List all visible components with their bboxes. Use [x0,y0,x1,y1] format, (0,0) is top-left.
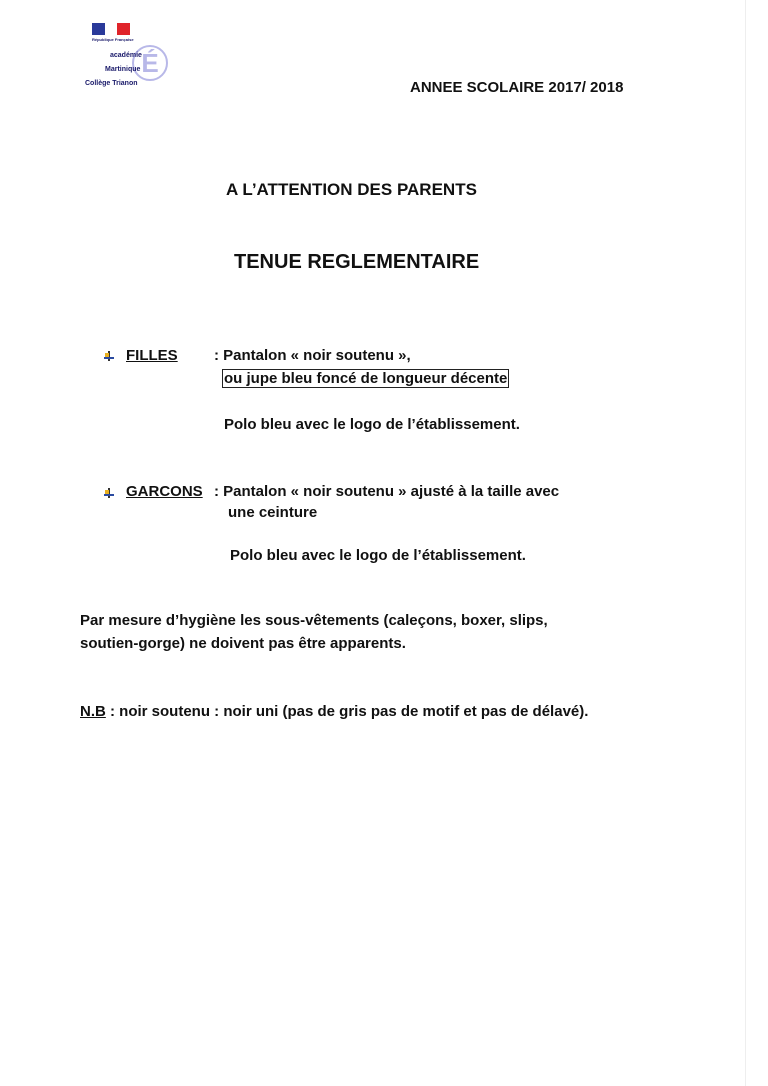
bullet-arrow-icon [104,351,114,361]
logo-academie: académie [110,52,142,59]
logo-college: Collège Trianon [85,80,138,87]
nb-note [80,703,588,720]
garcons-label: GARCONS [126,483,203,500]
title-attention: A L’ATTENTION DES PARENTS [226,180,477,199]
hygiene-line2: soutien-gorge) ne doivent pas être apparents. [80,635,406,652]
title-tenue: TENUE REGLEMENTAIRE [234,251,480,273]
filles-label: FILLES [126,347,178,364]
hygiene-line1: Par mesure d’hygiène les sous-vêtements (caleçons, boxer, slips, [80,612,548,629]
nb-text: : noir soutenu : noir uni (pas de gris pas de motif et pas de délavé). [105,703,589,720]
filles-line1: : Pantalon « noir soutenu », [214,347,411,364]
logo-martinique: Martinique [105,66,141,73]
nb-label: N.B [80,703,106,720]
college-logo [80,20,170,92]
school-year: ANNEE SCOLAIRE 2017/ 2018 [410,79,624,96]
logo-e-emblem: É [132,45,168,81]
filles-line2: ou jupe bleu foncé de longueur décente [224,370,508,387]
french-flag-icon [92,23,130,35]
scan-edge-line [745,0,746,1086]
garcons-line2: une ceinture [228,504,318,521]
bullet-arrow-icon [104,488,114,498]
garcons-polo: Polo bleu avec le logo de l’établissement. [230,547,526,564]
filles-polo: Polo bleu avec le logo de l’établissement. [224,416,520,433]
garcons-line1: : Pantalon « noir soutenu » ajusté à la taille avec [214,483,560,500]
logo-republique: République Française [92,37,134,42]
